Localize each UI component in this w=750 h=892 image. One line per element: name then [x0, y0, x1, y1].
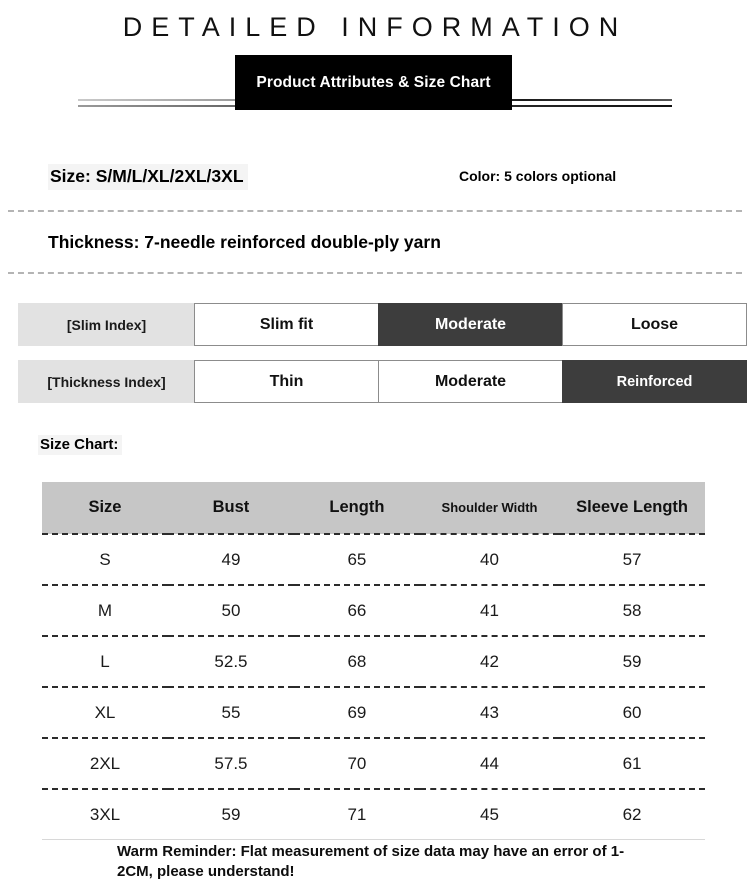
thickness-index-option-moderate[interactable]: Moderate — [378, 360, 563, 403]
cell-sleeve-length: 59 — [559, 636, 705, 687]
slim-index-row — [18, 303, 750, 346]
cell-bust: 49 — [168, 534, 294, 585]
table-row — [42, 534, 705, 585]
attribute-color: Color: 5 colors optional — [459, 168, 617, 184]
cell-shoulder-width: 43 — [420, 687, 559, 738]
cell-shoulder-width: 44 — [420, 738, 559, 789]
thickness-index-row — [18, 360, 750, 403]
cell-bust: 57.5 — [168, 738, 294, 789]
column-header-shoulder-width: Shoulder Width — [420, 482, 559, 534]
cell-length: 69 — [294, 687, 420, 738]
cell-shoulder-width: 41 — [420, 585, 559, 636]
table-row — [42, 585, 705, 636]
cell-sleeve-length: 57 — [559, 534, 705, 585]
column-header-bust: Bust — [168, 482, 294, 534]
cell-size: M — [42, 585, 168, 636]
cell-length: 71 — [294, 789, 420, 840]
column-header-size: Size — [42, 482, 168, 534]
cell-length: 70 — [294, 738, 420, 789]
cell-shoulder-width: 42 — [420, 636, 559, 687]
cell-bust: 50 — [168, 585, 294, 636]
cell-shoulder-width: 45 — [420, 789, 559, 840]
cell-length: 66 — [294, 585, 420, 636]
dashed-separator-1 — [8, 210, 742, 212]
cell-length: 65 — [294, 534, 420, 585]
column-header-length: Length — [294, 482, 420, 534]
cell-size: 3XL — [42, 789, 168, 840]
cell-bust: 55 — [168, 687, 294, 738]
column-header-sleeve-length: Sleeve Length — [559, 482, 705, 534]
page-title: DETAILED INFORMATION — [122, 12, 628, 42]
cell-sleeve-length: 60 — [559, 687, 705, 738]
warm-reminder-note: Warm Reminder: Flat measurement of size data may have an error of 1-2CM, please understand! — [117, 843, 625, 880]
size-chart-table — [42, 482, 705, 840]
table-row — [42, 789, 705, 840]
thickness-index-option-reinforced[interactable]: Reinforced — [562, 360, 747, 403]
cell-bust: 52.5 — [168, 636, 294, 687]
dashed-separator-2 — [8, 272, 742, 274]
cell-size: L — [42, 636, 168, 687]
thickness-index-label: [Thickness Index] — [18, 360, 195, 403]
slim-index-label: [Slim Index] — [18, 303, 195, 346]
table-row — [42, 687, 705, 738]
cell-sleeve-length: 61 — [559, 738, 705, 789]
attribute-thickness: Thickness: 7-needle reinforced double-ply yarn — [48, 232, 441, 252]
banner-section — [0, 55, 750, 113]
cell-shoulder-width: 40 — [420, 534, 559, 585]
cell-size: S — [42, 534, 168, 585]
attribute-size: Size: S/M/L/XL/2XL/3XL — [48, 164, 248, 190]
cell-bust: 59 — [168, 789, 294, 840]
cell-sleeve-length: 62 — [559, 789, 705, 840]
table-row — [42, 738, 705, 789]
section-banner — [235, 55, 512, 110]
cell-size: 2XL — [42, 738, 168, 789]
table-row — [42, 636, 705, 687]
slim-index-option-loose[interactable]: Loose — [562, 303, 747, 346]
thickness-index-option-thin[interactable]: Thin — [194, 360, 379, 403]
cell-length: 68 — [294, 636, 420, 687]
slim-index-option-slim-fit[interactable]: Slim fit — [194, 303, 379, 346]
size-chart-label: Size Chart: — [38, 435, 122, 455]
cell-sleeve-length: 58 — [559, 585, 705, 636]
section-banner-label: Product Attributes & Size Chart — [256, 73, 491, 91]
slim-index-option-moderate[interactable]: Moderate — [378, 303, 563, 346]
table-header-row — [42, 482, 705, 534]
cell-size: XL — [42, 687, 168, 738]
